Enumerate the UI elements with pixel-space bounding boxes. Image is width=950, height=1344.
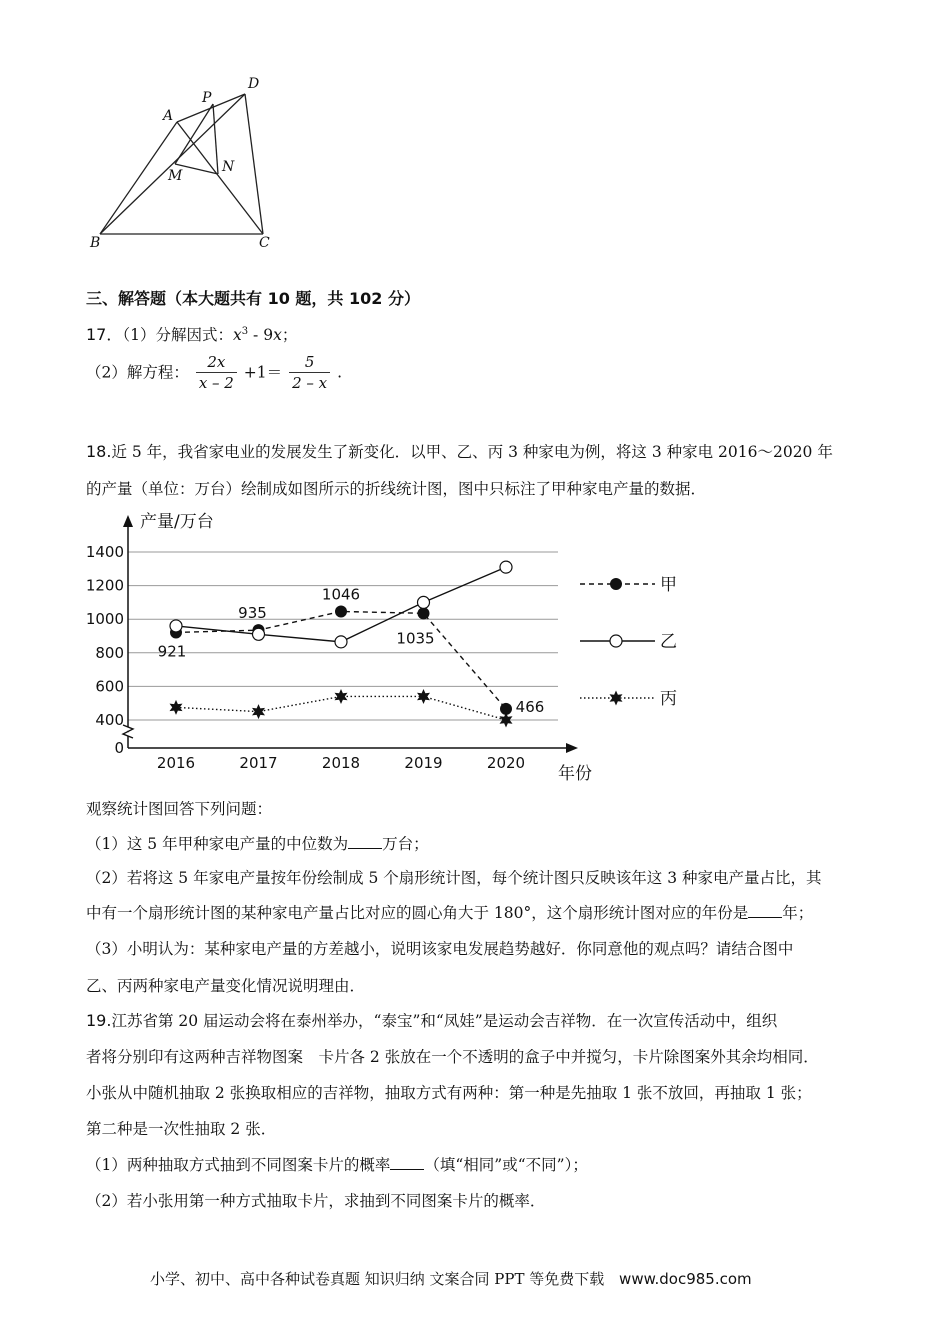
q17-expr-exp: 3 (241, 326, 249, 337)
q17-end: . (337, 363, 343, 382)
frac1-denominator: x – 2 (198, 374, 234, 392)
q19-part1 (86, 1155, 588, 1175)
q19-number: 19. (86, 1011, 112, 1030)
q19-p1-suffix: （填“相同”或“不同”）； (424, 1156, 588, 1174)
data-label-2016: 921 (157, 642, 187, 661)
q17-part2 (86, 352, 342, 393)
q17-expr-x: x (233, 326, 242, 345)
answer-blank-probability[interactable] (390, 1155, 424, 1170)
q18-p2-text: 中有一个扇形统计图的某种家电产量占比对应的圆心角大于 180°，这个扇形统计图对应的年份是 (86, 904, 749, 922)
x-axis-label: 年份 (558, 764, 592, 784)
label-a: A (163, 108, 174, 124)
q19-line2: 者将分别印有这两种吉祥物图案 卡片各 2 张放在一个不透明的盒子中并搅匀，卡片除图案外其余均相同． (86, 1048, 819, 1066)
x-tick-label-2017: 2017 (239, 754, 278, 772)
y-axis-arrow (123, 515, 133, 527)
line-chart (85, 505, 700, 790)
label-n: N (222, 159, 235, 175)
y-tick-label-1200: 1200 (85, 576, 124, 595)
segment-ac (177, 122, 263, 234)
point-甲-2019 (418, 607, 430, 619)
legend-marker-乙 (610, 635, 622, 647)
legend-label-乙: 乙 (660, 632, 677, 652)
q17-expr-var: x (273, 326, 282, 345)
footer-url[interactable]: www.doc985.com (619, 1270, 752, 1288)
q18-part3b: 乙、丙两种家电产量变化情况说明理由． (86, 977, 366, 995)
q19-line1 (86, 1011, 777, 1031)
q17-part1-prefix: （1）分解因式： (122, 326, 233, 345)
q18-p2-suffix: 年； (782, 904, 814, 922)
segment-pn (213, 104, 218, 174)
q17-mid: +1＝ (243, 363, 283, 382)
answer-blank-year[interactable] (748, 903, 782, 918)
point-甲-2018 (335, 605, 347, 617)
q17-part1-end: ； (281, 326, 298, 345)
q18-observe: 观察统计图回答下列问题： (86, 800, 273, 818)
frac2-denominator: 2 – x (292, 374, 328, 392)
y-axis-label: 产量/万台 (140, 512, 214, 532)
x-tick-label-2018: 2018 (321, 754, 361, 772)
segment-cd (245, 94, 263, 234)
x-tick-label-2016: 2016 (156, 754, 196, 772)
data-label-2017: 935 (238, 604, 267, 623)
q18-p1-prefix: （1）这 5 年甲种家电产量的中位数为 (86, 835, 349, 853)
point-乙-2016 (170, 620, 182, 632)
x-tick-label-2020: 2020 (486, 754, 526, 772)
point-乙-2020 (500, 561, 512, 573)
q19-line1-text: 江苏省第 20 届运动会将在泰州举办，“泰宝”和“凤娃”是运动会吉祥物．在一次宣传活动中，组织 (111, 1012, 778, 1030)
q18-part3a: （3）小明认为：某种家电产量的方差越小，说明该家电发展趋势越好．你同意他的观点吗？请结合图中 (86, 940, 794, 958)
label-b: B (90, 235, 101, 251)
x-tick-label-2019: 2019 (404, 754, 443, 772)
label-p: P (202, 90, 212, 106)
q18-line1-text: 近 5 年，我省家电业的发展发生了新变化．以甲、乙、丙 3 种家电为例，将这 3 种家电 2016～2020 年 (111, 443, 833, 461)
y-tick-label-1000: 1000 (85, 610, 124, 629)
segment-ab (100, 122, 177, 234)
q19-line3: 小张从中随机抽取 2 张换取相应的吉祥物，抽取方式有两种：第一种是先抽取 1 张不放回，再抽取 1 张； (86, 1084, 812, 1102)
q19-p1-prefix: （1）两种抽取方式抽到不同图案卡片的概率 (86, 1156, 391, 1174)
frac2-numerator: 5 (289, 352, 330, 373)
y-axis-break (123, 725, 133, 738)
q17-number: 17． (86, 325, 123, 345)
legend-label-丙: 丙 (660, 689, 677, 709)
point-乙-2017 (253, 628, 265, 640)
point-乙-2019 (418, 596, 430, 608)
point-丙-2018 (335, 689, 348, 704)
fraction-2x-over-x-minus-2 (196, 352, 237, 393)
segment-pm (175, 104, 213, 164)
label-d: D (248, 76, 260, 92)
q18-p1-suffix: 万台； (382, 835, 429, 853)
y-tick-label-600: 600 (95, 677, 124, 696)
data-label-2020: 466 (515, 697, 545, 716)
frac1-numerator: 2x (196, 352, 237, 373)
legend-marker-甲 (610, 578, 622, 590)
q18-part1 (86, 834, 429, 854)
series-line-乙 (176, 567, 506, 642)
data-label-2018: 1046 (321, 585, 361, 604)
y-tick-label-800: 800 (95, 643, 124, 662)
y-tick-label-1400: 1400 (85, 543, 124, 561)
geometry-figure (85, 72, 285, 257)
q19-line4: 第二种是一次性抽取 2 张． (86, 1120, 277, 1138)
q18-number: 18. (86, 442, 112, 461)
q17-part1 (86, 322, 297, 345)
q18-line1 (86, 442, 833, 462)
q18-part2b (86, 903, 813, 923)
q17-expr-rest: - 9 (248, 326, 274, 345)
footer-text: 小学、初中、高中各种试卷真题 知识归纳 文案合同 PPT 等免费下载 (150, 1270, 605, 1288)
q18-line2: 的产量（单位：万台）绘制成如图所示的折线统计图，图中只标注了甲种家电产量的数据． (86, 480, 707, 498)
y-tick-label-400: 400 (95, 711, 124, 729)
q18-part2a: （2）若将这 5 年家电产量按年份绘制成 5 个扇形统计图，每个统计图只反映该年这 3 种家电产量占比，其 (86, 869, 822, 887)
point-丙-2017 (252, 704, 265, 719)
answer-blank-median[interactable] (348, 834, 382, 849)
label-m: M (168, 168, 183, 184)
q19-part2: （2）若小张用第一种方式抽取卡片，求抽到不同图案卡片的概率． (86, 1192, 546, 1210)
y-tick-label-0: 0 (114, 739, 124, 757)
section-title: 三、解答题（本大题共有 10 题，共 102 分） (86, 289, 420, 308)
data-label-2019: 1035 (396, 629, 435, 648)
point-乙-2018 (335, 636, 347, 648)
q17-part2-prefix: （2）解方程： (86, 363, 189, 382)
footer (150, 1268, 752, 1289)
label-c: C (259, 235, 270, 251)
fraction-5-over-2-minus-x (289, 352, 330, 393)
legend-label-甲: 甲 (660, 575, 677, 595)
x-axis-arrow (566, 743, 578, 753)
